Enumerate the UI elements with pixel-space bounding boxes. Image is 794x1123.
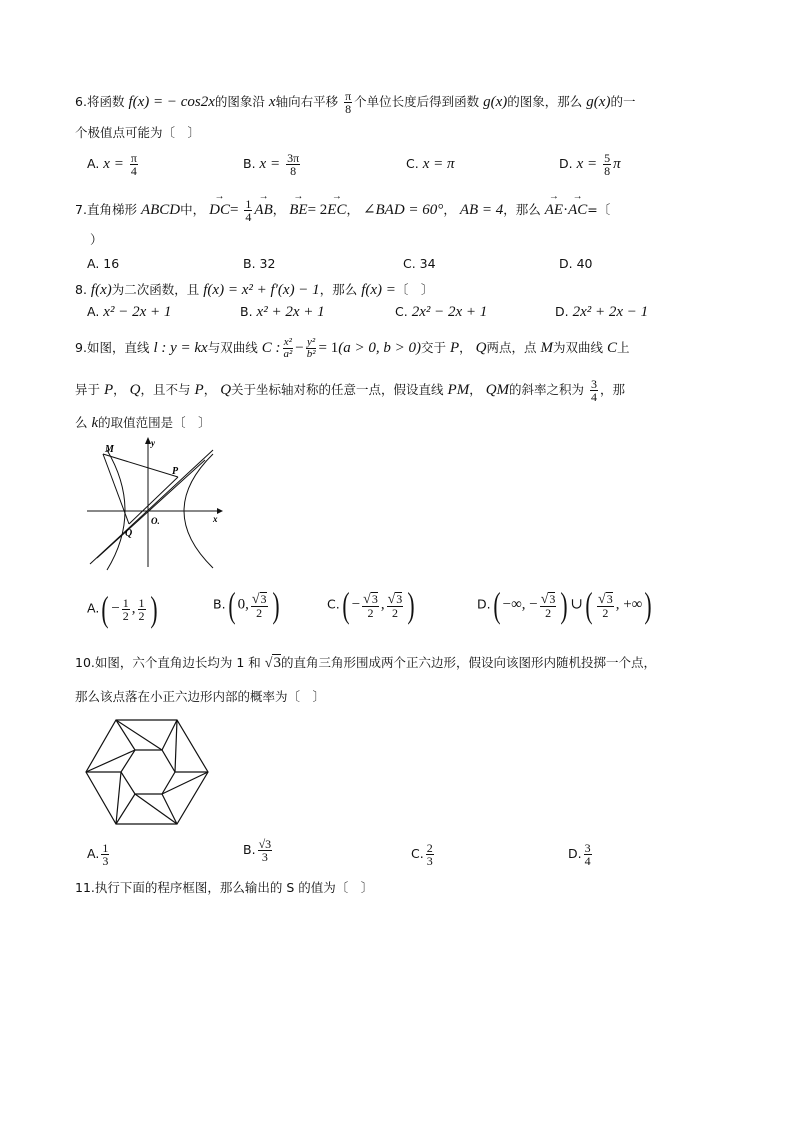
q8-option-d[interactable]: D. 2x² + 2x − 1: [555, 304, 649, 320]
hexagon-figure: [85, 715, 210, 830]
q8-option-a[interactable]: A. x² − 2x + 1: [87, 304, 172, 320]
label-o: O.: [151, 516, 160, 526]
q9-line2: 异于 P， Q，且不与 P， Q关于坐标轴对称的任意一点，假设直线 PM， QM的斜率之积为 $\frac{3}{4}$ ，那: [75, 377, 626, 404]
q9-option-b[interactable]: B.( 0, $\frac{√3}{2}$ ): [213, 585, 280, 625]
q8-line1: 8. f(x)为二次函数，且 f(x) = x² + f′(x) − 1，那么 f(x) =〔 〕: [75, 282, 434, 298]
label-q: Q: [125, 528, 133, 539]
q6-line2: 个极值点可能为〔 〕: [75, 125, 201, 140]
label-x: x: [213, 514, 218, 524]
q7-option-b[interactable]: B. 32: [243, 256, 276, 271]
q7-option-d[interactable]: D. 40: [559, 256, 593, 271]
q10-option-a[interactable]: A. $\frac{1}{3}$: [87, 841, 109, 868]
q9-option-c[interactable]: C.( − $\frac{√3}{2}$ , $\frac{√3}{2}$ ): [327, 585, 415, 625]
q9-option-d[interactable]: D.( −∞, − $\frac{√3}{2}$ ) ∪( $\frac{√3}{2}$ , +∞): [477, 585, 652, 625]
q10-option-c[interactable]: C. $\frac{2}{3}$: [411, 841, 433, 868]
q7-line2: ）: [90, 232, 103, 247]
q8-option-b[interactable]: B. x² + 2x + 1: [240, 304, 325, 320]
q10-line2: 那么该点落在小正六边形内部的概率为〔 〕: [75, 689, 326, 704]
q9-line1: 9.如图，直线 l : y = kx与双曲线 C : $\frac{\text{x²}}{\text{a²}}$ − $\frac{\text{y²}}{\text{b²}}$ = 1(a > 0, b > 0)交于 P， Q两点，点 M为双曲线 C上: [75, 336, 630, 360]
q6-option-b[interactable]: B. x = $\frac{3\pi}{8}$: [243, 151, 300, 178]
label-m: M: [105, 444, 114, 455]
q6-line1: 6.将函数 f(x) = − cos2x的图象沿 x轴向右平移 $\frac{\pi}{8}$ 个单位长度后得到函数 g(x)的图象，那么 g(x)的一: [75, 89, 636, 116]
q10-option-b[interactable]: B. $\frac{√3}{3}$: [243, 837, 272, 864]
q9-line3: 么 k的取值范围是〔 〕: [75, 415, 211, 431]
q11-line1: 11.执行下面的程序框图，那么输出的 S 的值为〔 〕: [75, 880, 374, 895]
label-p: P: [172, 466, 179, 477]
q6-option-a[interactable]: A. x = $\frac{\pi}{4}$: [87, 151, 137, 178]
q7-option-c[interactable]: C. 34: [403, 256, 436, 271]
q10-option-d[interactable]: D. $\frac{3}{4}$: [568, 841, 591, 868]
hyperbola-figure: [85, 432, 235, 572]
q9-option-a[interactable]: A.( − $\frac{1}{2}$ , $\frac{1}{2}$ ): [87, 589, 158, 629]
q7-option-a[interactable]: A. 16: [87, 256, 120, 271]
q10-line1: 10.如图，六个直角边长均为 1 和 √3的直角三角形围成两个正六边形，假设向该图形内随机投掷一个点，: [75, 655, 656, 671]
q6-option-c[interactable]: C. x = π: [406, 156, 455, 172]
q7-line1: 7.直角梯形 ABCD中， → DC= $\frac{1}{4}$ → AB， → BE= 2→ EC， ∠BAD = 60°， AB = 4，那么 → AE·→ AC=〔: [75, 198, 610, 223]
q6-option-d[interactable]: D. x = $\frac{5}{8}$ π: [559, 151, 621, 178]
q8-option-c[interactable]: C. 2x² − 2x + 1: [395, 304, 488, 320]
label-y: y: [151, 438, 155, 448]
